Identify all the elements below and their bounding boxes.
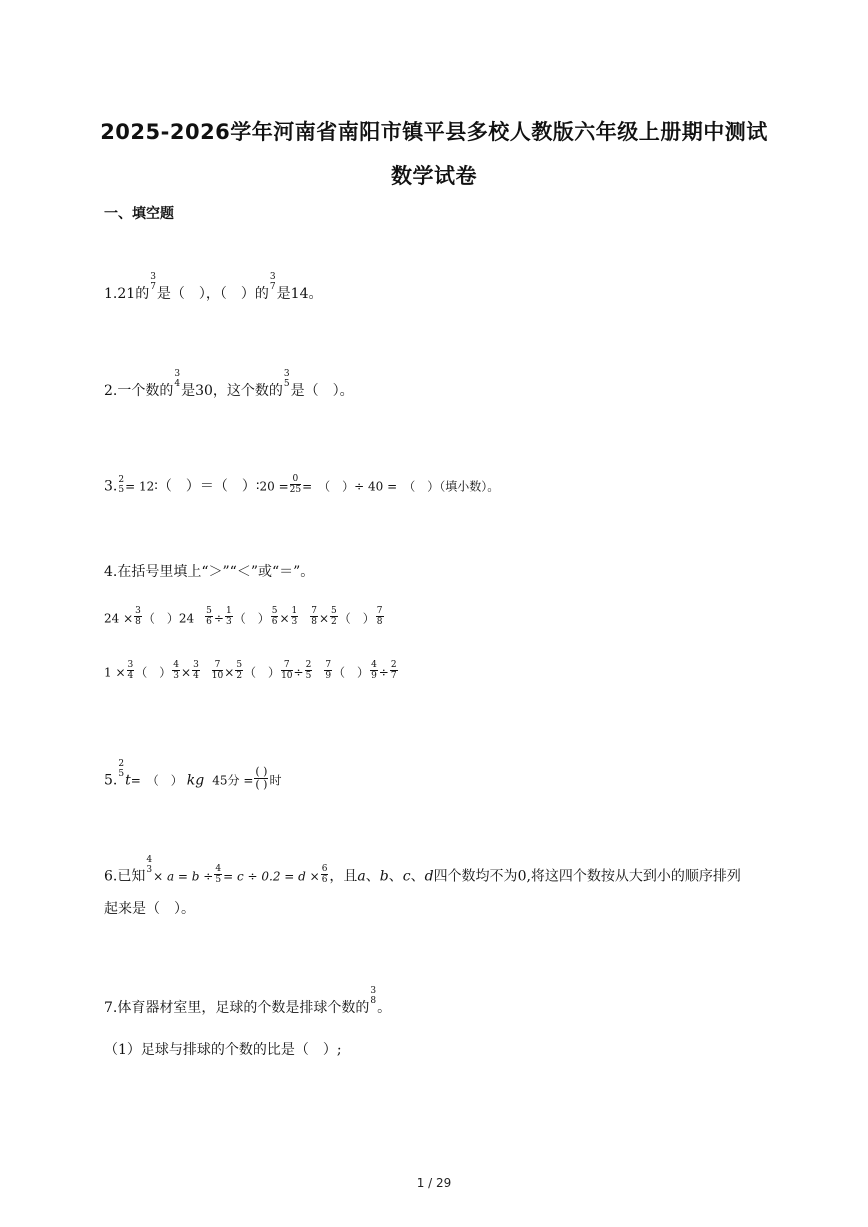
- fraction: $\frac{5}{2}$: [236, 660, 243, 681]
- fraction: $\frac{7}{8}$: [376, 606, 383, 627]
- fraction: $\frac{5}{6}$: [271, 606, 278, 627]
- fraction: $\frac{7}{8}$: [311, 606, 317, 627]
- fraction: 3 7: [269, 272, 276, 292]
- question-6-line-2: 起来是（ ）。: [104, 901, 195, 917]
- question-4-row-2: 1 × $\frac{3}{4}$ （ ） $\frac{4}{3}$ × $\frac{3}{4}$ $\frac{7}{10}$ × $\frac{5}{2}$ （ ） $\frac{7}{10}$ ÷ $\frac{2}{5}$ $\frac{7}{9}$ （ ） $\frac{4}{9}$ ÷ $\frac{2}{7}$: [104, 660, 397, 681]
- fraction: $\frac{7}{10}$: [281, 660, 293, 681]
- question-2: 2.一个数的 3 4 是30，这个数的 3 5 是（ ）。: [104, 369, 354, 399]
- fraction: $\frac{5}{6}$: [206, 606, 212, 627]
- fraction: $\frac{5}{2}$: [331, 606, 337, 627]
- fraction: $\frac{2}{5}$: [305, 660, 312, 681]
- question-5: 5. 2 5 t= （ ） kg 45分 = $\frac{( )}{( )}$ 时: [104, 758, 282, 791]
- fraction: 3 8: [370, 986, 377, 1006]
- fraction: 2 5: [118, 474, 125, 495]
- fraction: $\frac{3}{4}$: [127, 660, 134, 681]
- question-3: 3. 2 5 = 12∶（ ）＝（ ）∶20 = $\frac{0}{25}$ = （ ）÷ 40 = （ ）（填小数）。: [104, 474, 500, 495]
- fraction: $\frac{3}{8}$: [135, 606, 141, 627]
- section-heading-fill-in: 一、填空题: [104, 206, 174, 222]
- question-4: 4.在括号里填上“＞”“＜”或“＝”。: [104, 564, 315, 580]
- fraction: 2 5: [118, 758, 125, 779]
- fraction: $\frac{2}{7}$: [390, 660, 397, 681]
- fraction: $\frac{0}{25}$: [289, 474, 302, 495]
- fraction: $\frac{3}{4}$: [193, 660, 199, 681]
- fraction: $\frac{6}{6}$: [321, 864, 328, 885]
- fraction: $\frac{4}{9}$: [371, 660, 377, 681]
- question-7: 7.体育器材室里，足球的个数是排球个数的 3 8 。: [104, 986, 392, 1016]
- question-6: 6.已知 4 3 × a = b ÷ $\frac{4}{5}$ = c ÷ 0.2 = d × $\frac{6}{6}$ ，且a、b、c、d四个数均不为0,将这四个数按从大到小的顺序排列: [104, 854, 741, 885]
- fraction: $\frac{4}{3}$: [173, 660, 179, 681]
- fraction: 3 5: [283, 369, 290, 389]
- page-number: 1 / 29: [416, 1176, 452, 1190]
- document-title-line1: 2025-2026学年河南省南阳市镇平县多校人教版六年级上册期中测试: [100, 120, 768, 144]
- fraction: $\frac{1}{3}$: [291, 606, 298, 627]
- fraction: 3 4: [174, 369, 181, 389]
- fraction: $\frac{1}{3}$: [225, 606, 232, 627]
- fraction: $\frac{7}{10}$: [211, 660, 224, 681]
- question-1: 1.21的 3 7 是（ ），（ ）的 3 7 是14。: [104, 272, 323, 302]
- question-7-sub-1: （1）足球与排球的个数的比是（ ）;: [104, 1042, 342, 1058]
- document-title-line2: 数学试卷: [391, 164, 477, 188]
- fraction: $\frac{( )}{( )}$: [255, 765, 268, 791]
- fraction: $\frac{7}{9}$: [325, 660, 332, 681]
- question-4-row-1: 24 × $\frac{3}{8}$ （ ）24 $\frac{5}{6}$ ÷ $\frac{1}{3}$ （ ） $\frac{5}{6}$ × $\frac{1}{3}$ $\frac{7}{8}$ × $\frac{5}{2}$ （ ） $\frac{7}{8}$: [104, 606, 383, 627]
- fraction: 3 7: [150, 272, 156, 292]
- fraction: $\frac{4}{5}$: [215, 864, 222, 885]
- fraction: 4 3: [146, 854, 153, 875]
